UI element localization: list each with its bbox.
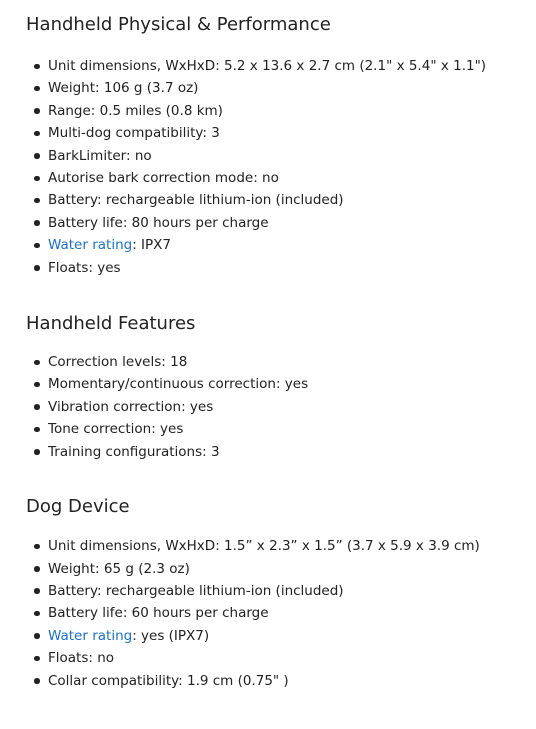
spec-text: Correction levels: 18: [48, 354, 188, 371]
bullet-icon: [34, 656, 40, 662]
list-item: [26, 234, 536, 256]
bullet-icon: [34, 153, 40, 159]
bullet-icon: [34, 382, 40, 388]
list-item: [26, 670, 536, 692]
spec-text: BarkLimiter: no: [48, 147, 152, 164]
list-item: [26, 100, 536, 122]
section-handheld-features: [26, 311, 536, 463]
section-handheld-physical-performance: [26, 12, 536, 279]
bullet-icon: [34, 404, 40, 410]
bullet-icon: [34, 220, 40, 226]
spec-text: Unit dimensions, WxHxD: 5.2 x 13.6 x 2.7 cm (2.1" x 5.4" x 1.1"): [48, 58, 487, 74]
bullet-icon: [34, 108, 40, 114]
spec-text: Floats: no: [48, 650, 115, 667]
water-rating-link[interactable]: Water rating: [48, 237, 133, 254]
spec-text: Battery: rechargeable lithium-ion (included): [48, 582, 344, 599]
bullet-icon: [34, 360, 40, 366]
bullet-icon: [34, 633, 40, 639]
bullet-icon: [34, 176, 40, 182]
section-title: Handheld Features: [26, 313, 196, 335]
section-title: Dog Device: [26, 496, 130, 518]
list-item: [26, 145, 536, 167]
list-item: [26, 580, 536, 602]
bullet-icon: [34, 243, 40, 249]
spec-text: Range: 0.5 miles (0.8 km): [48, 102, 223, 119]
bullet-icon: [34, 427, 40, 433]
list-item: [26, 647, 536, 669]
spec-text: Training configurations: 3: [48, 443, 220, 460]
list-item: [26, 602, 536, 624]
list-item: [26, 122, 536, 144]
bullet-icon: [34, 566, 40, 572]
list-item: [26, 418, 536, 440]
bullet-icon: [34, 544, 40, 550]
list-item: [26, 212, 536, 234]
list-item: [26, 77, 536, 99]
bullet-icon: [34, 449, 40, 455]
list-item: [26, 55, 536, 77]
spec-list: [26, 535, 536, 692]
spec-text: Momentary/continuous correction: yes: [48, 376, 309, 393]
spec-text: Battery life: 80 hours per charge: [48, 214, 269, 231]
bullet-icon: [34, 588, 40, 594]
spec-list: [26, 351, 536, 463]
list-item: [26, 189, 536, 211]
section-title: Handheld Physical & Performance: [26, 14, 331, 35]
list-item: [26, 167, 536, 189]
section-dog-device: [26, 494, 536, 692]
bullet-icon: [34, 265, 40, 271]
spec-text: Weight: 106 g (3.7 oz): [48, 80, 199, 97]
spec-text: Autorise bark correction mode: no: [48, 170, 279, 187]
list-item: [26, 396, 536, 418]
list-item: [26, 625, 536, 647]
spec-text: : yes (IPX7): [132, 627, 210, 644]
bullet-icon: [34, 64, 40, 70]
spec-text: Collar compatibility: 1.9 cm (0.75" ): [48, 672, 289, 689]
bullet-icon: [34, 198, 40, 204]
spec-text: Multi-dog compatibility: 3: [48, 125, 220, 142]
bullet-icon: [34, 611, 40, 617]
list-item: [26, 558, 536, 580]
list-item: [26, 535, 536, 557]
spec-text: Unit dimensions, WxHxD: 1.5” x 2.3” x 1.5” (3.7 x 5.9 x 3.9 cm): [48, 538, 480, 555]
list-item: [26, 441, 536, 463]
spec-text: Battery: rechargeable lithium-ion (included): [48, 192, 344, 209]
list-item: [26, 257, 536, 279]
bullet-icon: [34, 131, 40, 137]
spec-text: Floats: yes: [48, 259, 121, 276]
bullet-icon: [34, 86, 40, 92]
water-rating-link[interactable]: Water rating: [48, 627, 133, 644]
list-item: [26, 351, 536, 373]
spec-text: : IPX7: [132, 237, 172, 254]
spec-text: Weight: 65 g (2.3 oz): [48, 560, 190, 577]
list-item: [26, 373, 536, 395]
spec-text: Tone correction: yes: [48, 421, 184, 438]
spec-text: Vibration correction: yes: [48, 398, 214, 415]
bullet-icon: [34, 678, 40, 684]
spec-list: [26, 55, 536, 279]
spec-text: Battery life: 60 hours per charge: [48, 605, 269, 622]
